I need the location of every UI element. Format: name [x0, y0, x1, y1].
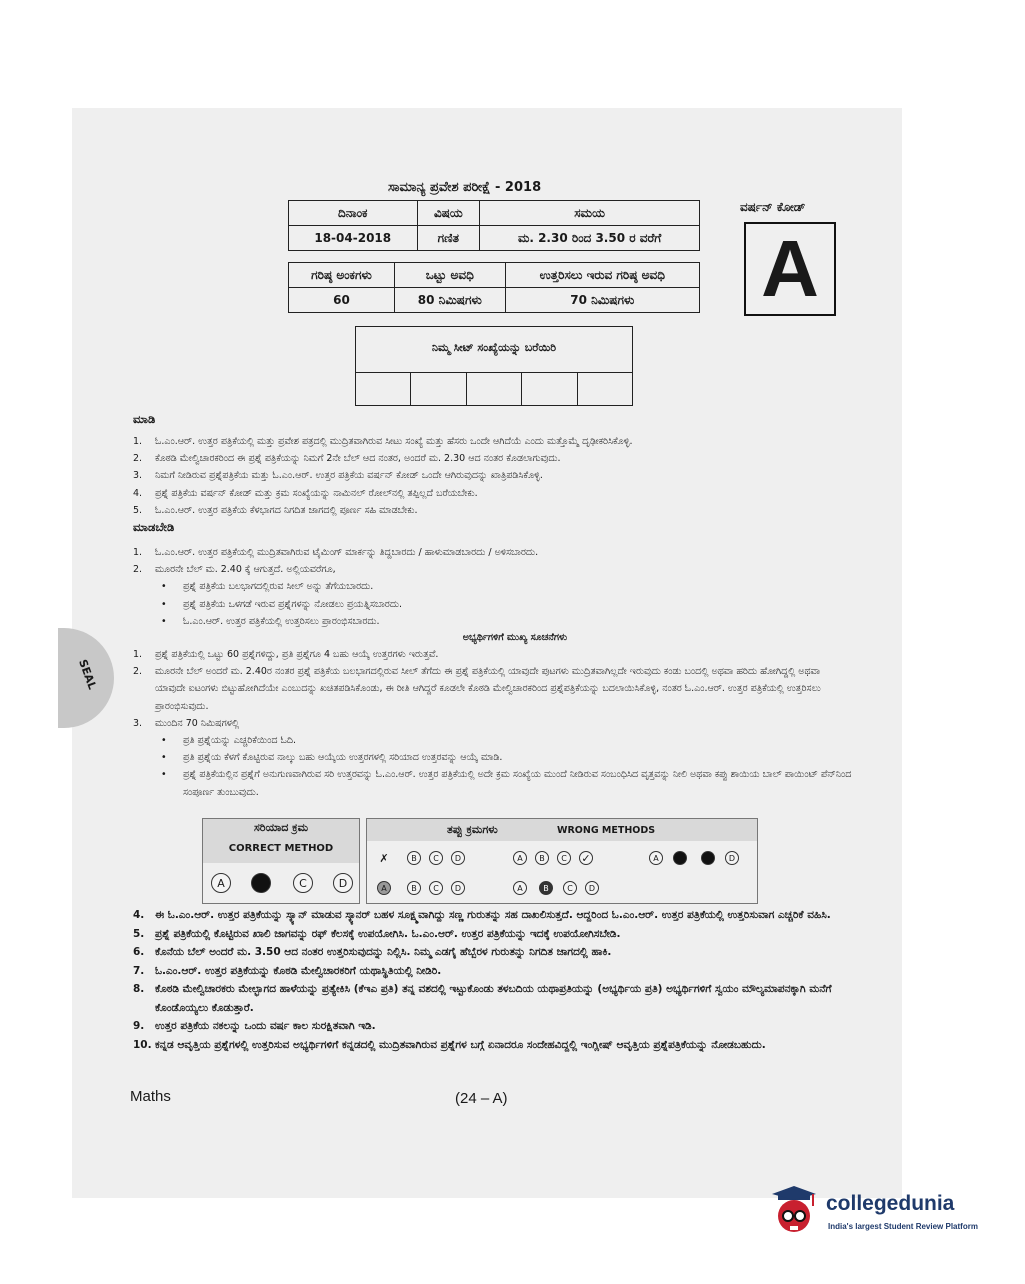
list-item: 2. ಮೂರನೇ ಬೆಲ್ ಅಂದರೆ ಮ. 2.40ರ ನಂತರ ಪ್ರಶ್ನೆ ಪತ್ರಿಕೆಯ ಬಲಭಾಗದಲ್ಲಿರುವ ಸೀಲ್ ತೆಗೆದು ಈ ಪ್ರಶ್ನೆ ಪತ್ರಿಕೆಯಲ್ಲಿ ಯಾವುದೇ ಪುಟಗಳು ಮುದ್ರಿತವಾಗಿಲ್ಲದೇ ಇರುವುದು ಕಂಡು ಬಂದಲ್ಲಿ ಅಥವಾ ಹರಿದು ಹೋಗಿದ್ದಲ್ಲಿ ಅಥವಾ ಯಾವುದೇ ಐಟಂಗಳು ಬಿಟ್ಟುಹೋಗಿದೆಯೇ ಎಂಬುದನ್ನು ಖಚಿತಪಡಿಸಿಕೊಂಡು, ಈ ರೀತಿ ಆಗಿದ್ದರೆ ಕೂಡಲೇ ಕೊಠಡಿ ಮೇಲ್ವಿಚಾರಕರಿಂದ ಪ್ರಶ್ನೆಪತ್ರಿಕೆಯನ್ನು ಬದಲಾಯಿಸಿಕೊಳ್ಳಿ, ನಂತರ ಓ.ಎಂ.ಆರ್. ಉತ್ತರ ಪತ್ರಿಕೆಯಲ್ಲಿ ಉತ್ತರಿಸಲು ಪ್ರಾರಂಭಿಸುವುದು.: [133, 666, 821, 712]
instructions-heading: ಅಭ್ಯರ್ಥಿಗಳಿಗೆ ಮುಖ್ಯ ಸೂಚನೆಗಳು: [462, 632, 568, 643]
cross-mark-bubble: ✗: [379, 851, 389, 865]
seat-cell: [466, 373, 521, 405]
seat-number-cells: [356, 372, 632, 405]
list-item: 1. ಓ.ಎಂ.ಆರ್. ಉತ್ತರ ಪತ್ರಿಕೆಯಲ್ಲಿ ಮತ್ತು ಪ್ರವೇಶ ಪತ್ರದಲ್ಲಿ ಮುದ್ರಿತವಾಗಿರುವ ಸೀಟು ಸಂಖ್ಯೆ ಮತ್ತು ಹೆಸರು ಒಂದೇ ಆಗಿದೆಯೆ ಎಂದು ಮತ್ತೊಮ್ಮೆ ದೃಢೀಕರಿಸಿಕೊಳ್ಳಿ.: [133, 436, 633, 447]
more-instructions-list: [133, 906, 845, 1054]
dont-heading: ಮಾಡಬೇಡಿ: [133, 520, 175, 534]
list-item: 10. ಕನ್ನಡ ಆವೃತ್ತಿಯ ಪ್ರಶ್ನೆಗಳಲ್ಲಿ ಉತ್ತರಿಸುವ ಅಭ್ಯರ್ಥಿಗಳಿಗೆ ಕನ್ನಡದಲ್ಲಿ ಮುದ್ರಿತವಾಗಿರುವ ಪ್ರಶ್ನೆಗಳ ಬಗ್ಗೆ ಏನಾದರೂ ಸಂದೇಹವಿದ್ದಲ್ಲಿ ಇಂಗ್ಲೀಷ್ ಆವೃತ್ತಿಯ ಪ್ರಶ್ನೆಪತ್ರಿಕೆಯನ್ನು ನೋಡಬಹುದು.: [133, 1038, 766, 1051]
list-item: 4. ಪ್ರಶ್ನೆ ಪತ್ರಿಕೆಯ ವರ್ಷನ್ ಕೋಡ್ ಮತ್ತು ಕ್ರಮ ಸಂಖ್ಯೆಯನ್ನು ನಾಮಿನಲ್ ರೋಲ್‌ನಲ್ಲಿ ತಪ್ಪಿಲ್ಲದೆ ಬರೆಯಬೇಕು.: [133, 487, 478, 499]
footer-page-number: (24 – A): [455, 1090, 508, 1107]
exam-title: ಸಾಮಾನ್ಯ ಪ್ರವೇಶ ಪರೀಕ್ಷೆ - 2018: [388, 180, 542, 195]
brand-name: collegedunia: [826, 1192, 955, 1215]
version-code-box: A: [744, 222, 836, 316]
seat-number-label: ನಿಮ್ಮ ಸೀಟ್ ಸಂಖ್ಯೆಯನ್ನು ಬರೆಯಿರಿ: [431, 341, 557, 354]
option-bubble: D: [585, 881, 599, 895]
time-value: ಮ. 2.30 ರಿಂದ 3.50 ರ ವರೆಗೆ: [480, 226, 700, 251]
total-duration-header: ಒಟ್ಟು ಅವಧಿ: [394, 263, 505, 288]
option-bubble: A: [513, 851, 527, 865]
collegedunia-logo: [768, 1184, 998, 1244]
option-bubble: C: [429, 851, 443, 865]
exam-info-table: [288, 200, 700, 251]
list-item: 1. ಪ್ರಶ್ನೆ ಪತ್ರಿಕೆಯಲ್ಲಿ ಒಟ್ಟು 60 ಪ್ರಶ್ನೆಗಳಿದ್ದು, ಪ್ರತಿ ಪ್ರಶ್ನೆಗೂ 4 ಬಹು ಆಯ್ಕೆ ಉತ್ತರಗಳು ಇರುತ್ತವೆ.: [133, 649, 439, 660]
list-item: • ಪ್ರಶ್ನೆ ಪತ್ರಿಕೆಯ ಬಲಭಾಗದಲ್ಲಿರುವ ಸೀಲ್ ಅನ್ನು ತೆಗೆಯಬಾರದು.: [161, 581, 374, 593]
date-header: ದಿನಾಂಕ: [289, 201, 418, 226]
list-item: 5. ಪ್ರಶ್ನೆ ಪತ್ರಿಕೆಯಲ್ಲಿ ಕೊಟ್ಟಿರುವ ಖಾಲಿ ಜಾಗವನ್ನು ರಫ್ ಕೆಲಸಕ್ಕೆ ಉಪಯೋಗಿಸಿ. ಓ.ಎಂ.ಆರ್. ಉತ್ತರ ಪತ್ರಿಕೆಯನ್ನು ಇದಕ್ಕೆ ಉಪಯೋಗಿಸಬೇಡಿ.: [133, 927, 621, 940]
time-header: ಸಮಯ: [480, 201, 700, 226]
do-list: [133, 433, 633, 519]
list-item: 5. ಓ.ಎಂ.ಆರ್. ಉತ್ತರ ಪತ್ರಿಕೆಯ ಕೆಳಭಾಗದ ನಿಗದಿತ ಜಾಗದಲ್ಲಿ ಪೂರ್ಣ ಸಹಿ ಮಾಡಬೇಕು.: [133, 504, 418, 516]
list-item: 2. ಕೊಠಡಿ ಮೇಲ್ವಿಚಾರಕರಿಂದ ಈ ಪ್ರಶ್ನೆ ಪತ್ರಿಕೆಯನ್ನು ನಿಮಗೆ 2ನೇ ಬೆಲ್ ಆದ ನಂತರ, ಅಂದರೆ ಮ. 2.30 ಆದ ನಂತರ ಕೊಡಲಾಗುವುದು.: [133, 453, 561, 465]
list-item: • ಪ್ರತಿ ಪ್ರಶ್ನೆಯನ್ನು ಎಚ್ಚರಿಕೆಯಿಂದ ಓದಿ.: [161, 735, 297, 747]
seal-stamp: SEAL: [58, 628, 114, 728]
wrong-methods-box: [366, 818, 758, 904]
instructions-list: [133, 646, 873, 801]
tick-mark-bubble: ✓: [579, 851, 593, 865]
option-bubble: D: [451, 851, 465, 865]
option-bubble: C: [293, 873, 313, 893]
list-item: 1. ಓ.ಎಂ.ಆರ್. ಉತ್ತರ ಪತ್ರಿಕೆಯಲ್ಲಿ ಮುದ್ರಿತವಾಗಿರುವ ಟೈಮಿಂಗ್ ಮಾರ್ಕನ್ನು ತಿದ್ದಬಾರದು / ಹಾಳುಮಾಡಬಾರದು / ಅಳಿಸಬಾರದು.: [133, 547, 539, 558]
list-item: 7. ಓ.ಎಂ.ಆರ್. ಉತ್ತರ ಪತ್ರಿಕೆಯನ್ನು ಕೊಠಡಿ ಮೇಲ್ವಿಚಾರಕರಿಗೆ ಯಥಾಸ್ಥಿತಿಯಲ್ಲಿ ನೀಡಿರಿ.: [133, 964, 442, 977]
subject-header: ವಿಷಯ: [417, 201, 480, 226]
option-bubble: B: [407, 881, 421, 895]
answer-duration-value: 70 ನಿಮಿಷಗಳು: [505, 288, 699, 313]
filled-bubble: [701, 851, 715, 865]
list-item: 3. ಮುಂದಿನ 70 ನಿಮಿಷಗಳಲ್ಲಿ: [133, 717, 240, 729]
list-item: • ಪ್ರಶ್ನೆ ಪತ್ರಿಕೆಯಲ್ಲಿನ ಪ್ರಶ್ನೆಗೆ ಅನುಗುಣವಾಗಿರುವ ಸರಿ ಉತ್ತರವನ್ನು ಓ.ಎಂ.ಆರ್. ಉತ್ತರ ಪತ್ರಿಕೆಯಲ್ಲಿ ಅದೇ ಕ್ರಮ ಸಂಖ್ಯೆಯ ಮುಂದೆ ನೀಡಿರುವ ಸಂಬಂಧಿಸಿದ ವೃತ್ತವನ್ನು ನೀಲಿ ಅಥವಾ ಕಪ್ಪು ಶಾಯಿಯ ಬಾಲ್ ಪಾಯಿಂಟ್ ಪೆನ್‌ನಿಂದ ಸಂಪೂರ್ಣ ತುಂಬುವುದು.: [161, 769, 852, 798]
seat-cell: [410, 373, 465, 405]
option-bubble: D: [725, 851, 739, 865]
answer-duration-header: ಉತ್ತರಿಸಲು ಇರುವ ಗರಿಷ್ಠ ಅವಧಿ: [505, 263, 699, 288]
option-bubble: C: [429, 881, 443, 895]
list-item: • ಪ್ರತಿ ಪ್ರಶ್ನೆಯ ಕೆಳಗೆ ಕೊಟ್ಟಿರುವ ನಾಲ್ಕು ಬಹು ಆಯ್ಕೆಯ ಉತ್ತರಗಳಲ್ಲಿ ಸರಿಯಾದ ಉತ್ತರವನ್ನು ಆಯ್ಕೆ ಮಾಡಿ.: [161, 752, 503, 764]
correct-method-kn: ಸರಿಯಾದ ಕ್ರಮ: [253, 821, 309, 834]
option-bubble: C: [563, 881, 577, 895]
seat-cell: [521, 373, 576, 405]
option-bubble: A: [211, 873, 231, 893]
brand-tagline: India's largest Student Review Platform: [828, 1222, 978, 1231]
option-bubble: D: [333, 873, 353, 893]
max-marks-header: ಗರಿಷ್ಠ ಅಂಕಗಳು: [289, 263, 395, 288]
seat-number-box: [355, 326, 633, 406]
date-value: 18-04-2018: [289, 226, 418, 251]
dont-list: [133, 544, 538, 630]
list-item: 8. ಕೊಠಡಿ ಮೇಲ್ವಿಚಾರಕರು ಮೇಲ್ಭಾಗದ ಹಾಳೆಯನ್ನು ಪ್ರತ್ಯೇಕಿಸಿ (ಕೆಇಎ ಪ್ರತಿ) ತನ್ನ ವಶದಲ್ಲಿ ಇಟ್ಟುಕೊಂಡು ತಳಬದಿಯ ಯಥಾಪ್ರತಿಯನ್ನು (ಅಭ್ಯರ್ಥಿಯ ಪ್ರತಿ) ಅಭ್ಯರ್ಥಿಗಳಿಗೆ ಸ್ವಯಂ ಮೌಲ್ಯಮಾಪನಕ್ಕಾಗಿ ಮನೆಗೆ ಕೊಂಡೊಯ್ಯಲು ಕೊಡುತ್ತಾರೆ.: [133, 983, 832, 1014]
list-item: 3. ನಿಮಗೆ ನೀಡಿರುವ ಪ್ರಶ್ನೆಪತ್ರಿಕೆಯ ಮತ್ತು ಓ.ಎಂ.ಆರ್. ಉತ್ತರ ಪತ್ರಿಕೆಯ ವರ್ಷನ್ ಕೋಡ್ ಒಂದೇ ಆಗಿರುವುದನ್ನು ಖಾತ್ರಿಪಡಿಸಿಕೊಳ್ಳಿ.: [133, 470, 543, 482]
total-duration-value: 80 ನಿಮಿಷಗಳು: [394, 288, 505, 313]
seat-cell: [356, 373, 410, 405]
option-bubble: A: [513, 881, 527, 895]
list-item: • ಓ.ಎಂ.ಆರ್. ಉತ್ತರ ಪತ್ರಿಕೆಯಲ್ಲಿ ಉತ್ತರಿಸಲು ಪ್ರಾರಂಭಿಸಬಾರದು.: [161, 615, 380, 627]
option-bubble: D: [451, 881, 465, 895]
list-item: 9. ಉತ್ತರ ಪತ್ರಿಕೆಯ ನಕಲನ್ನು ಒಂದು ವರ್ಷ ಕಾಲ ಸುರಕ್ಷಿತವಾಗಿ ಇಡಿ.: [133, 1020, 376, 1032]
mascot-icon: [768, 1186, 820, 1238]
wrong-methods-en: WRONG METHODS: [557, 825, 656, 836]
wrong-methods-kn: ತಪ್ಪು ಕ್ರಮಗಳು: [447, 823, 498, 836]
list-item: 6. ಕೊನೆಯ ಬೆಲ್ ಅಂದರೆ ಮ. 3.50 ಆದ ನಂತರ ಉತ್ತರಿಸುವುದನ್ನು ನಿಲ್ಲಿಸಿ. ನಿಮ್ಮ ಎಡಗೈ ಹೆಬ್ಬೆರಳ ಗುರುತನ್ನು ನಿಗದಿತ ಜಾಗದಲ್ಲಿ ಹಾಕಿ.: [133, 946, 612, 958]
filled-bubble: [673, 851, 687, 865]
subject-value: ಗಣಿತ: [417, 226, 480, 251]
footer-subject: Maths: [130, 1088, 171, 1105]
list-item: • ಪ್ರಶ್ನೆ ಪತ್ರಿಕೆಯ ಒಳಗಡೆ ಇರುವ ಪ್ರಶ್ನೆಗಳನ್ನು ನೋಡಲು ಪ್ರಯತ್ನಿಸಬಾರದು.: [161, 598, 403, 610]
version-code-label: ವರ್ಷನ್ ಕೋಡ್: [740, 200, 806, 214]
shaded-bubble: A: [377, 881, 391, 895]
list-item: 4. ಈ ಓ.ಎಂ.ಆರ್. ಉತ್ತರ ಪತ್ರಿಕೆಯನ್ನು ಸ್ಕ್ಯಾನ್ ಮಾಡುವ ಸ್ಕ್ಯಾನರ್ ಬಹಳ ಸೂಕ್ಷ್ಮವಾಗಿದ್ದು ಸಣ್ಣ ಗುರುತನ್ನು ಸಹ ದಾಖಲಿಸುತ್ತದೆ. ಆದ್ದರಿಂದ ಓ.ಎಂ.ಆರ್. ಉತ್ತರ ಪತ್ರಿಕೆಯಲ್ಲಿ ಉತ್ತರಿಸುವಾಗ ಎಚ್ಚರಿಕೆ ವಹಿಸಿ.: [133, 909, 831, 921]
option-bubble: A: [649, 851, 663, 865]
list-item: 2. ಮೂರನೇ ಬೆಲ್ ಮ. 2.40 ಕ್ಕೆ ಆಗುತ್ತದೆ. ಅಲ್ಲಿಯವರೆಗೂ,: [133, 564, 336, 576]
do-heading: ಮಾಡಿ: [133, 412, 156, 426]
correct-method-en: CORRECT METHOD: [228, 843, 334, 854]
marks-duration-table: [288, 262, 700, 313]
seat-cell: [577, 373, 632, 405]
option-bubble: B: [535, 851, 549, 865]
partially-filled-bubble: B: [539, 881, 553, 895]
filled-bubble: [251, 873, 271, 893]
option-bubble: B: [407, 851, 421, 865]
max-marks-value: 60: [289, 288, 395, 313]
option-bubble: C: [557, 851, 571, 865]
correct-method-box: [202, 818, 360, 904]
